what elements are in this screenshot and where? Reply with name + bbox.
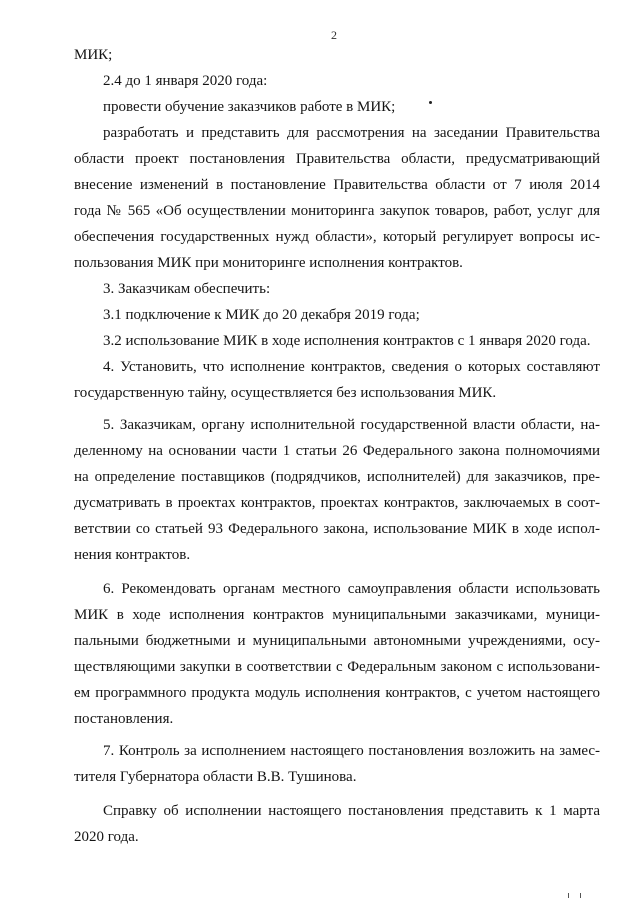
text-line: области проект постановления Правительства области, предусматривающий — [74, 151, 600, 167]
clause-2-4-heading: 2.4 до 1 января 2020 года: — [103, 73, 268, 89]
page-number: 2 — [331, 28, 337, 42]
text-line: государственную тайну, осуществляется без использования МИК. — [74, 385, 497, 401]
clause-4: 4. Установить, что исполнение контрактов, сведения о которых составляют — [103, 359, 600, 375]
text-line: 2020 года. — [74, 829, 139, 845]
text-line: нения контрактов. — [74, 547, 191, 563]
text-line: пальными бюджетными и муниципальными автономными учреждениями, осу- — [74, 633, 600, 649]
scan-mark — [568, 893, 569, 898]
scan-speck — [429, 101, 432, 104]
text-line: тителя Губернатора области В.В. Тушинова. — [74, 769, 357, 785]
text-line: МИК; — [74, 47, 113, 63]
document-body — [74, 42, 600, 850]
text-line: 3.1 подключение к МИК до 20 декабря 2019 года; — [103, 307, 420, 323]
clause-3-heading: 3. Заказчикам обеспечить: — [103, 281, 271, 297]
text-line: провести обучение заказчиков работе в МИК; — [103, 99, 396, 115]
text-line: ществляющими закупки в соответствии с Федеральным законом с использовани- — [74, 659, 600, 675]
text-line: постановления. — [74, 711, 174, 727]
clause-5: 5. Заказчикам, органу исполнительной государственной власти области, на- — [103, 417, 600, 433]
text-line: разработать и представить для рассмотрения на заседании Правительства — [103, 125, 600, 141]
clause-6: 6. Рекомендовать органам местного самоуправления области использовать — [103, 581, 600, 597]
text-line: пользования МИК при мониторинге исполнения контрактов. — [74, 255, 463, 271]
text-line: на определение поставщиков (подрядчиков, исполнителей) для заказчиков, пре- — [74, 469, 600, 485]
text-line: ем программного продукта модуль исполнения контрактов, с учетом настоящего — [74, 685, 600, 701]
text-line: 3.2 использование МИК в ходе исполнения контрактов с 1 января 2020 года. — [103, 333, 591, 349]
text-line: года № 565 «Об осуществлении мониторинга закупок товаров, работ, услуг для — [74, 203, 600, 219]
scan-mark — [580, 893, 581, 898]
text-line: деленному на основании части 1 статьи 26 Федерального закона полномочиями — [74, 443, 600, 459]
text-line: дусматривать в проектах контрактов, проектах контрактов, заключаемых в соот- — [74, 495, 600, 511]
closing-paragraph: Справку об исполнении настоящего постановления представить к 1 марта — [103, 803, 600, 819]
clause-7: 7. Контроль за исполнением настоящего постановления возложить на замес- — [103, 743, 600, 759]
text-line: внесение изменений в постановление Правительства области от 7 июля 2014 — [74, 177, 600, 193]
text-line: МИК в ходе исполнения контрактов муниципальными заказчиками, муници- — [74, 607, 600, 623]
text-line: обеспечения государственных нужд области», который регулирует вопросы ис- — [74, 229, 600, 245]
text-line: ветствии со статьей 93 Федерального закона, использование МИК в ходе испол- — [74, 521, 600, 537]
